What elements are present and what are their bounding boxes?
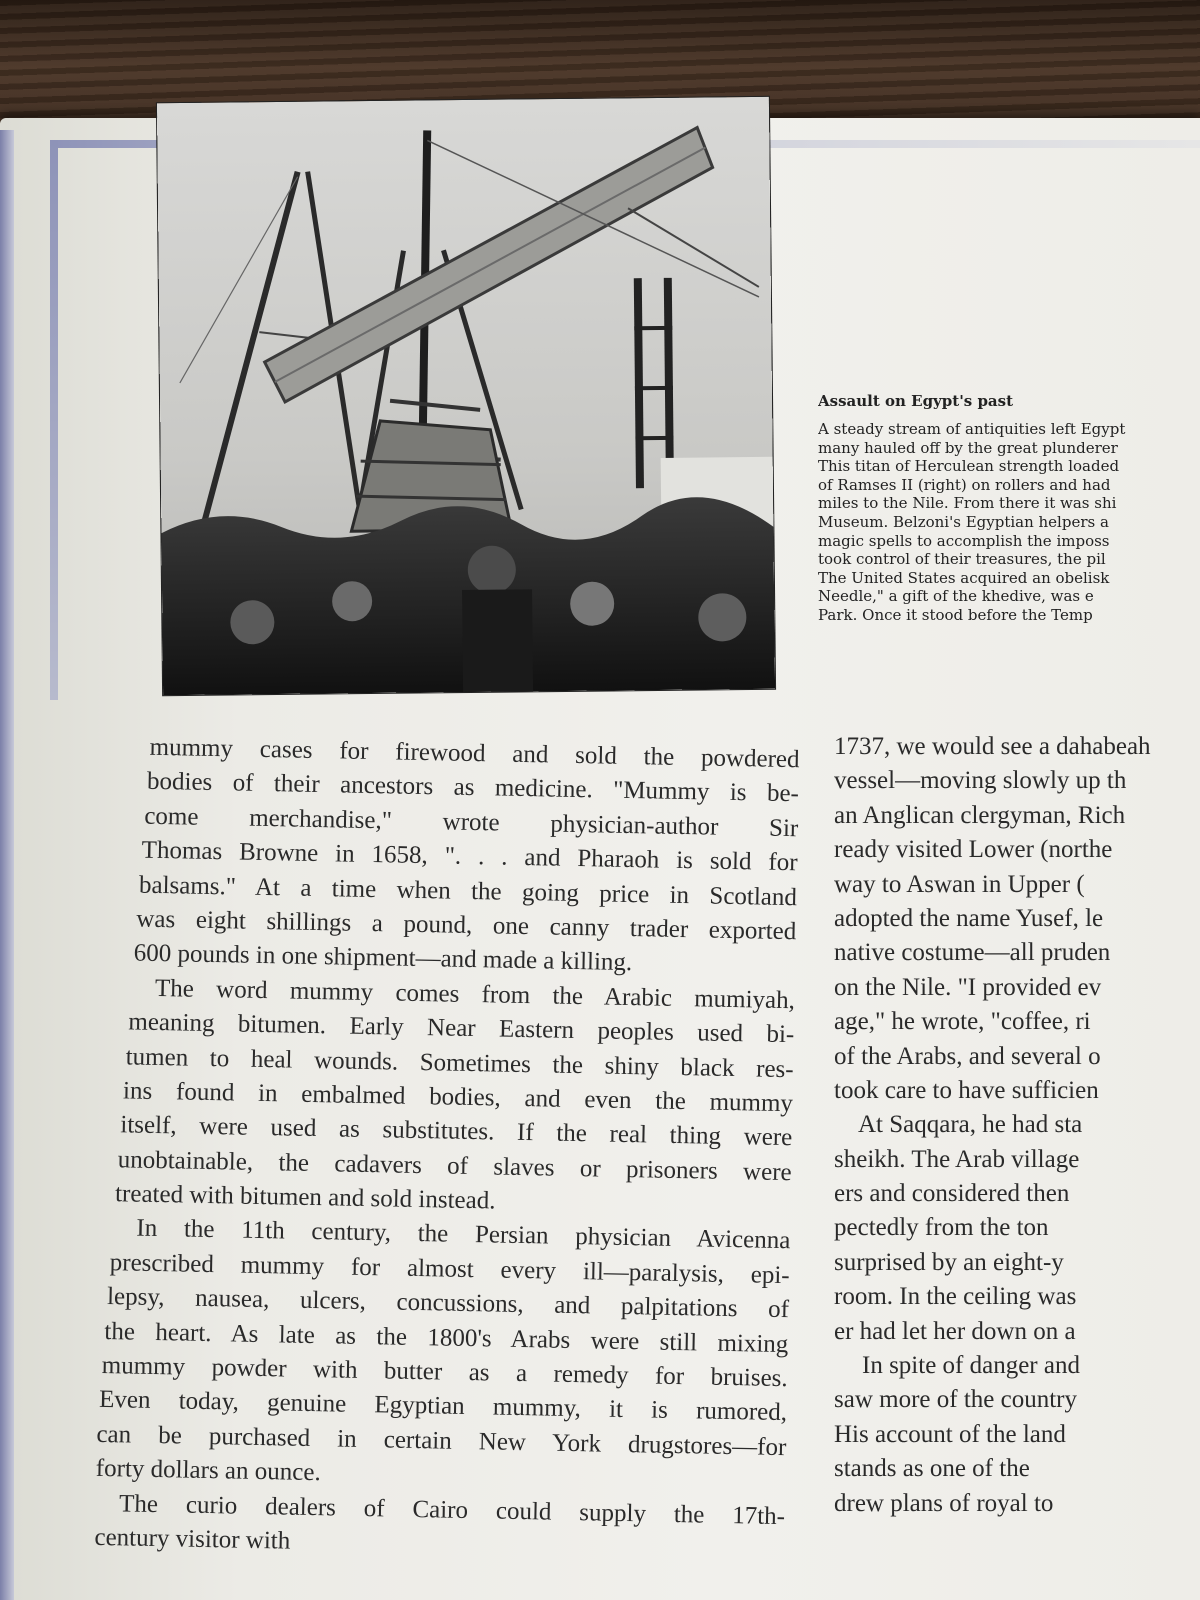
text-line: itself, were used as substitutes. If the real thing were xyxy=(120,1111,793,1152)
text-line: come merchandise," wrote physician-author Sir xyxy=(144,802,799,843)
text-line: surprised by an eight-y xyxy=(834,1248,1064,1276)
text-line: ers and considered then xyxy=(834,1180,1070,1208)
caption-line: This titan of Herculean strength loaded xyxy=(818,457,1120,476)
text-line: an Anglican clergyman, Rich xyxy=(834,801,1126,829)
text-line: saw more of the country xyxy=(834,1386,1077,1414)
caption-line: Museum. Belzoni's Egyptian helpers a xyxy=(818,512,1109,531)
text-line: ins found in embalmed bodies, and even the mummy xyxy=(122,1077,794,1118)
text-line: ready visited Lower (northe xyxy=(834,836,1113,864)
text-line: adopted the name Yusef, le xyxy=(834,904,1104,932)
text-line: 600 pounds in one shipment—and made a killing. xyxy=(133,939,633,977)
text-line: tumen to heal wounds. Sometimes the shiny black res- xyxy=(125,1042,794,1083)
text-line: His account of the land xyxy=(834,1420,1066,1448)
text-line: forty dollars an ounce. xyxy=(95,1455,321,1487)
text-line: bodies of their ancestors as medicine. "Mummy is be- xyxy=(146,768,800,808)
text-line: mummy powder with butter as a remedy for bruises. xyxy=(101,1351,788,1393)
text-line: on the Nile. "I provided ev xyxy=(834,973,1102,1001)
book-cover-edge xyxy=(0,130,14,1600)
caption-line: took control of their treasures, the pil xyxy=(818,550,1106,569)
text-line: The curio dealers of Cairo could supply the 17th- xyxy=(118,1489,786,1530)
text-line: can be purchased in certain New York drugstores—for xyxy=(96,1420,787,1461)
text-line: prescribed mummy for almost every ill—paralysis, epi- xyxy=(109,1248,790,1290)
text-line: room. In the ceiling was xyxy=(834,1283,1077,1311)
body-column-right xyxy=(834,730,1200,1521)
text-line: native costume—all pruden xyxy=(834,939,1111,967)
obelisk-crane-icon xyxy=(157,97,775,695)
text-line: In spite of danger and xyxy=(862,1352,1080,1380)
text-line: age," he wrote, "coffee, ri xyxy=(834,1008,1091,1036)
caption-line: of Ramses II (right) on rollers and had xyxy=(818,475,1111,494)
text-line: balsams." At a time when the going price in Scotland xyxy=(138,871,798,911)
text-line: sheikh. The Arab village xyxy=(834,1145,1080,1173)
page-border-left xyxy=(50,140,58,700)
text-line: mummy cases for firewood and sold the powdered xyxy=(149,733,800,774)
text-line: The word mummy comes from the Arabic mumiyah, xyxy=(154,974,796,1014)
text-line: vessel—moving slowly up th xyxy=(834,767,1127,795)
caption-line: miles to the Nile. From there it was shi xyxy=(818,494,1117,513)
text-line: lepsy, nausea, ulcers, concussions, and palpitations of xyxy=(106,1283,790,1324)
body-column-left xyxy=(94,730,800,1568)
text-line: pectedly from the ton xyxy=(834,1214,1049,1242)
caption-line: Park. Once it stood before the Temp xyxy=(818,605,1093,624)
text-line: treated with bitumen and sold instead. xyxy=(114,1180,496,1215)
text-line: of the Arabs, and several o xyxy=(834,1042,1101,1070)
text-line: er had let her down on a xyxy=(834,1317,1076,1345)
caption-line: Needle," a gift of the khedive, was e xyxy=(818,587,1094,606)
caption-title: Assault on Egypt's past xyxy=(818,392,1014,410)
text-line: stands as one of the xyxy=(834,1455,1030,1483)
text-line: 1737, we would see a dahabeah xyxy=(834,733,1151,760)
caption-line: A steady stream of antiquities left Egypt xyxy=(818,420,1126,438)
text-line: century visitor with xyxy=(94,1523,291,1555)
caption-line: The United States acquired an obelisk xyxy=(818,568,1110,587)
text-line: Thomas Browne in 1658, ". . . and Pharaoh is sold for xyxy=(141,836,798,877)
text-line: At Saqqara, he had sta xyxy=(858,1111,1083,1139)
caption-line: magic spells to accomplish the imposs xyxy=(818,531,1110,550)
text-line: unobtainable, the cadavers of slaves or prisoners were xyxy=(117,1145,792,1186)
text-line: meaning bitumen. Early Near Eastern peoples used bi- xyxy=(128,1008,795,1049)
caption-line: many hauled off by the great plunderer xyxy=(818,438,1118,457)
text-line: drew plans of royal to xyxy=(834,1489,1054,1517)
text-line: In the 11th century, the Persian physician Avicenna xyxy=(136,1215,791,1255)
text-line: Even today, genuine Egyptian mummy, it is rumored, xyxy=(98,1386,788,1427)
text-line: way to Aswan in Upper ( xyxy=(834,870,1085,898)
text-line: took care to have sufficien xyxy=(834,1076,1099,1104)
text-line: was eight shillings a pound, one canny trader exported xyxy=(136,905,797,946)
photo-caption xyxy=(818,392,1200,625)
text-line: the heart. As late as the 1800's Arabs were still mixing xyxy=(104,1317,789,1358)
